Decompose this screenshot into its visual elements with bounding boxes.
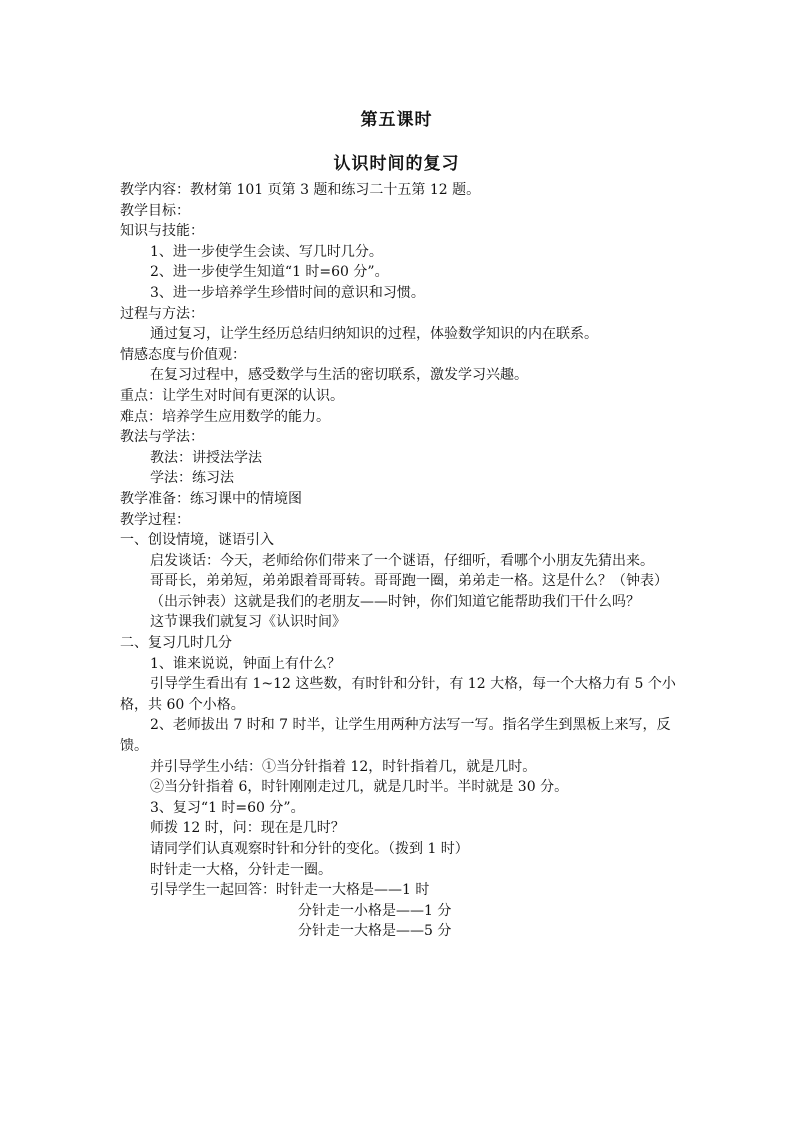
section-two-heading: 二、复习几时几分 <box>120 635 232 652</box>
paragraph: 引导学生看出有 1~12 这些数，有时针和分针，有 12 大格，每一个大格力有 5 个小格，共 60 个小格。 <box>120 676 676 713</box>
goal-item: 2、进一步使学生知道“1 时=60 分”。 <box>150 264 389 281</box>
lesson-title: 第五课时 <box>360 110 433 130</box>
attitude-heading: 情感态度与价值观： <box>120 346 246 363</box>
teaching-method: 教法：讲授法学法 <box>150 449 262 466</box>
attitude-text: 在复习过程中，感受数学与生活的密切联系，激发学习兴趣。 <box>150 367 528 384</box>
paragraph: 引导学生一起回答：时针走一大格是——1 时 <box>150 882 430 899</box>
paragraph: 并引导学生小结：①当分针指着 12，时针指着几，就是几时。 <box>150 758 537 775</box>
document-body <box>120 180 680 942</box>
goal-item: 3、进一步培养学生珍惜时间的意识和习惯。 <box>150 284 425 301</box>
paragraph: 时针走一大格，分针走一圈。 <box>150 861 332 878</box>
teaching-preparation: 教学准备：练习课中的情境图 <box>120 490 302 507</box>
paragraph: 1、谁来说说，钟面上有什么？ <box>150 655 341 672</box>
teaching-content: 教学内容：教材第 101 页第 3 题和练习二十五第 12 题。 <box>120 182 481 198</box>
paragraph: ②当分针指着 6，时针刚刚走过几，就是几时半。半时就是 30 分。 <box>150 779 569 796</box>
paragraph: 2、老师拔出 7 时和 7 时半，让学生用两种方法写一写。指名学生到黑板上来写，反馈。 <box>120 717 671 755</box>
section-one-heading: 一、创设情境，谜语引入 <box>120 532 274 549</box>
paragraph: （出示钟表）这就是我们的老朋友——时钟，你们知道它能帮助我们干什么吗？ <box>150 593 640 610</box>
teaching-process-heading: 教学过程： <box>120 511 190 528</box>
goal-item: 1、进一步使学生会读、写几时几分。 <box>150 243 383 260</box>
paragraph: 这节课我们就复习《认识时间》 <box>150 614 346 631</box>
key-point: 重点：让学生对时间有更深的认识。 <box>120 387 344 404</box>
paragraph: 请同学们认真观察时针和分针的变化。（拨到 1 时） <box>150 841 469 857</box>
process-method-heading: 过程与方法： <box>120 305 204 322</box>
process-method-text: 通过复习，让学生经历总结归纳知识的过程，体验数学知识的内在联系。 <box>150 326 598 343</box>
paragraph: 分针走一小格是——1 分 <box>298 902 452 919</box>
paragraph: 师拨 12 时，问：现在是几时？ <box>150 820 345 837</box>
paragraph: 哥哥长，弟弟短，弟弟跟着哥哥转。哥哥跑一圈，弟弟走一格。这是什么？（钟表） <box>150 573 668 590</box>
learning-method: 学法：练习法 <box>150 470 234 487</box>
teaching-goals-heading: 教学目标： <box>120 202 190 219</box>
paragraph: 3、复习“1 时=60 分”。 <box>150 799 305 816</box>
difficult-point: 难点：培养学生应用数学的能力。 <box>120 408 330 425</box>
paragraph: 启发谈话：今天，老师给你们带来了一个谜语，仔细听，看哪个小朋友先猜出来。 <box>150 552 654 569</box>
lesson-subtitle: 认识时间的复习 <box>333 154 460 174</box>
paragraph: 分针走一大格是——5 分 <box>298 923 452 940</box>
methods-heading: 教法与学法： <box>120 429 204 446</box>
knowledge-skills-heading: 知识与技能： <box>120 223 204 240</box>
